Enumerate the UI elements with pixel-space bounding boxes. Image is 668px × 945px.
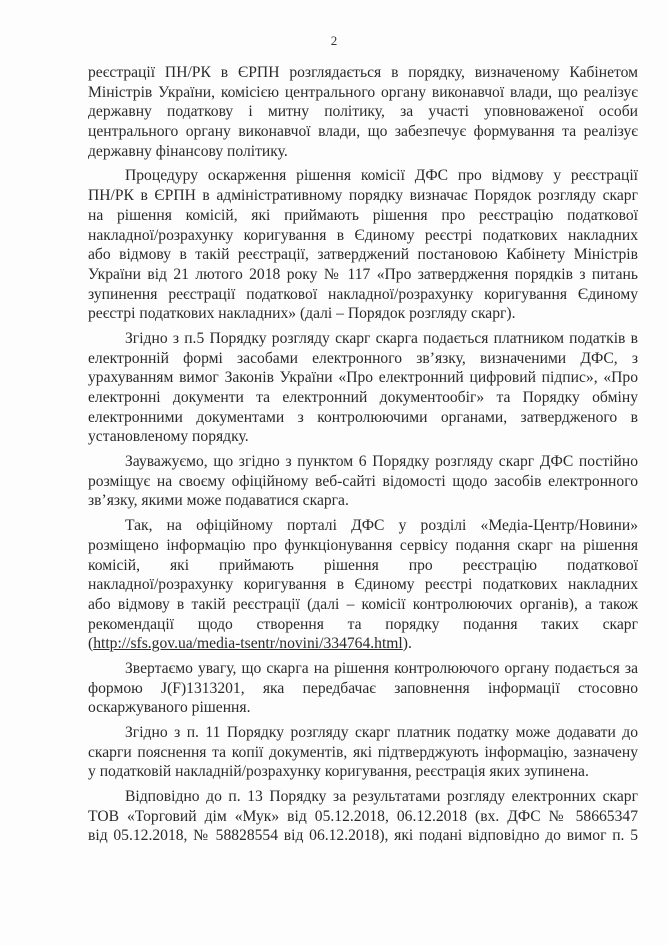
paragraph bbox=[88, 329, 638, 447]
text-line: оскаржуваного рішення. bbox=[88, 699, 251, 717]
text-line: державну податкову і митну політику, за участі уповноваженої особи bbox=[88, 103, 638, 121]
text-line: у податковій накладній/розрахунку коригування, реєстрація яких зупинена. bbox=[88, 763, 589, 781]
text-line: Зауважуємо, що згідно з пунктом 6 Порядку розгляду скарг ДФС постійно bbox=[125, 453, 638, 471]
text-line: або відмову в такій реєстрації (далі – комісії контролюючих органів), а також bbox=[88, 595, 638, 613]
text-line: формою J(F)1313201, яка передбачає заповнення інформації стосовно bbox=[88, 679, 638, 697]
text-line: розміщено інформацію про функціонування сервісу подання скарг на рішення bbox=[88, 536, 638, 554]
text-line: або відмову в такій реєстрації, затверджений постановою Кабінету Міністрів bbox=[88, 246, 638, 264]
text-line: Процедуру оскарження рішення комісії ДФС про відмову у реєстрації bbox=[125, 167, 638, 185]
text-line: рекомендації щодо створення та порядку подання таких скарг bbox=[88, 615, 638, 633]
paragraph bbox=[88, 166, 638, 324]
text-line: електронній формі засобами електронного зв’язку, визначеними ДФС, з bbox=[88, 349, 638, 367]
text-line: ТОВ «Торговий дім «Мук» від 05.12.2018, 06.12.2018 (вх. ДФС № 58665347 bbox=[88, 807, 638, 825]
page-number: 2 bbox=[330, 33, 338, 48]
text-line: Згідно з п. 11 Порядку розгляду скарг платник податку може додавати до bbox=[125, 724, 638, 741]
text-line: від 05.12.2018, № 58828554 від 06.12.2018), які подані відповідно до вимог п. 5 bbox=[88, 827, 638, 845]
paragraph bbox=[88, 659, 638, 718]
text-line: на рішення комісій, які приймають рішення про реєстрацію податкової bbox=[88, 206, 638, 224]
text-line: установленому порядку. bbox=[88, 428, 249, 446]
text-line: накладної/розрахунку коригування в Єдиному реєстрі податкових накладних bbox=[88, 226, 638, 244]
text-line: накладної/розрахунку коригування в Єдиному реєстрі податкових накладних bbox=[88, 576, 638, 594]
text-line: державну фінансову політику. bbox=[88, 142, 288, 160]
text-line: Відповідно до п. 13 Порядку за результатами розгляду електронних скарг bbox=[125, 788, 638, 806]
text-line: комісій, які приймають рішення про реєстрацію податкової bbox=[88, 556, 638, 574]
text-line: скарги пояснення та копії документів, які підтверджують інформацію, зазначену bbox=[88, 743, 638, 761]
text-line: Міністрів України, комісією центрального органу виконавчої влади, що реалізує bbox=[88, 83, 638, 101]
paragraph bbox=[88, 63, 638, 161]
text-line: України від 21 лютого 2018 року № 117 «Про затвердження порядків з питань bbox=[88, 265, 638, 283]
link-suffix: ). bbox=[402, 635, 412, 653]
text-line: Звертаємо увагу, що скарга на рішення контролюючого органу подається за bbox=[125, 659, 638, 677]
text-line: зв’язку, якими може подаватися скарга. bbox=[88, 492, 349, 510]
text-line: центрального органу виконавчої влади, що забезпечує формування та реалізує bbox=[88, 123, 638, 141]
text-line: зупинення реєстрації податкової накладної/розрахунку коригування Єдиному bbox=[88, 285, 638, 303]
text-line: реєстрації ПН/РК в ЄРПН розглядається в порядку, визначеному Кабінетом bbox=[88, 64, 638, 81]
text-line: ПН/РК в ЄРПН в адміністративному порядку визначає Порядок розгляду скарг bbox=[88, 187, 638, 205]
text-line: урахуванням вимог Законів України «Про електронний цифровий підпис», «Про bbox=[88, 369, 638, 387]
document-body bbox=[88, 63, 638, 851]
paragraph bbox=[88, 516, 638, 654]
text-line: електронними документами з контролюючими органами, затвердженого в bbox=[88, 408, 638, 426]
text-line: Згідно з п.5 Порядку розгляду скарг скарга подається платником податків в bbox=[125, 329, 638, 347]
text-line: розміщує на своєму офіційному веб-сайті відомості щодо засобів електронного bbox=[88, 472, 638, 490]
link-prefix: ( bbox=[88, 635, 94, 653]
text-line: реєстрі податкових накладних» (далі – Порядок розгляду скарг). bbox=[88, 305, 516, 323]
text-line bbox=[88, 634, 638, 654]
paragraph bbox=[88, 787, 638, 846]
paragraph bbox=[88, 452, 638, 511]
sfs-media-link[interactable]: http://sfs.gov.ua/media-tsentr/novini/334764.html bbox=[93, 635, 403, 653]
paragraph bbox=[88, 723, 638, 782]
text-line: Так, на офіційному порталі ДФС у розділі «Медіа-Центр/Новини» bbox=[125, 517, 638, 535]
text-line: електронні документи та електронний документообіг» та Порядку обміну bbox=[88, 389, 638, 406]
